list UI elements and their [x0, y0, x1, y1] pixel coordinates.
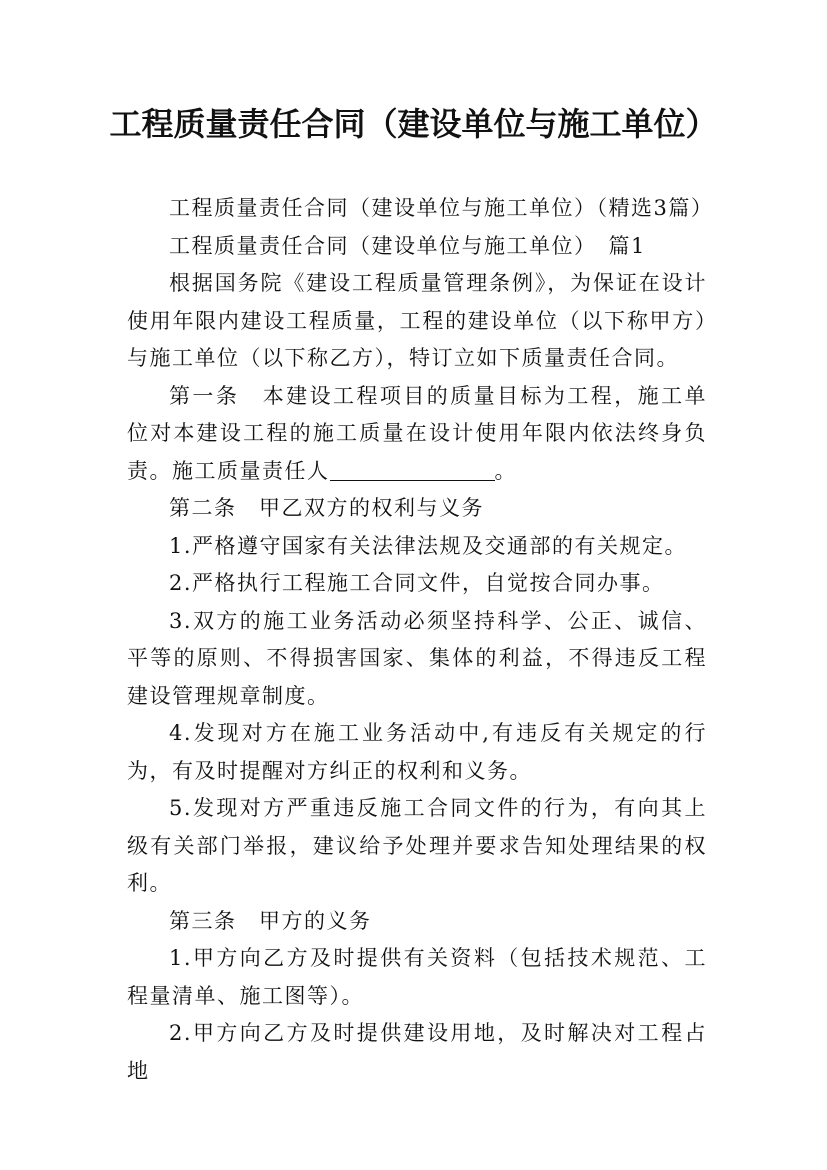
document-body [127, 190, 714, 1090]
article-2-item-4: 4.发现对方在施工业务活动中,有违反有关规定的行为，有及时提醒对方纠正的权利和义务。 [127, 721, 707, 783]
document-subtitle: 工程质量责任合同（建设单位与施工单位）（精选3篇） [169, 196, 714, 220]
article-1-paragraph [127, 378, 707, 491]
article-2-item-1: 1.严格遵守国家有关法律法规及交通部的有关规定。 [169, 533, 688, 558]
article-1-end: 。 [494, 458, 517, 483]
responsible-person-blank [330, 458, 495, 481]
article-3-heading: 第三条 甲方的义务 [169, 908, 372, 933]
intro-paragraph: 根据国务院《建设工程质量管理条例》，为保证在设计使用年限内建设工程质量，工程的建设单位（以下称甲方）与施工单位（以下称乙方），特订立如下质量责任合同。 [127, 271, 707, 370]
article-1-text: 第一条 本建设工程项目的质量目标为工程，施工单位对本建设工程的施工质量在设计使用年限内依法终身负责。施工质量责任人 [127, 383, 707, 483]
article-2-item-2: 2.严格执行工程施工合同文件，自觉按合同办事。 [169, 571, 665, 595]
article-2-item-3: 3.双方的施工业务活动必须坚持科学、公正、诚信、平等的原则、不得损害国家、集体的利益，不得违反工程建设管理规章制度。 [127, 608, 707, 708]
article-3-item-2: 2.甲方向乙方及时提供建设用地，及时解决对工程占地 [127, 1021, 707, 1083]
document-title: 工程质量责任合同（建设单位与施工单位） [109, 105, 718, 143]
article-2-item-5: 5.发现对方严重违反施工合同文件的行为，有向其上级有关部门举报，建议给予处理并要求告知处理结果的权利。 [127, 796, 707, 895]
part-heading: 工程质量责任合同（建设单位与施工单位） 篇1 [169, 233, 646, 258]
article-3-item-1: 1.甲方向乙方及时提供有关资料（包括技术规范、工程量清单、施工图等）。 [127, 946, 707, 1008]
article-2-heading: 第二条 甲乙双方的权利与义务 [169, 496, 484, 520]
